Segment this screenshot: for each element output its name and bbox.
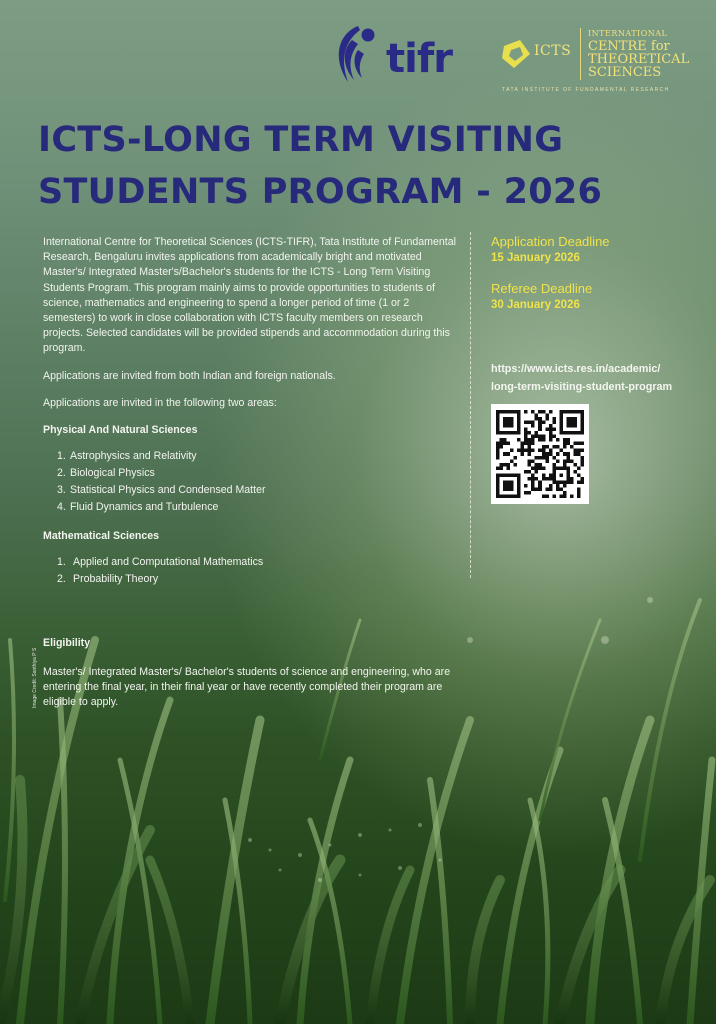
page-title [38,114,638,218]
qr-code-icon [496,409,584,499]
program-url[interactable] [491,360,672,396]
list-item-number: 1. [57,556,66,569]
icts-full-line3: THEORETICAL [588,52,690,67]
icts-full-line1: INTERNATIONAL [588,29,668,38]
physical-sciences-list [57,448,463,516]
image-credit: Image Credit: Santhiya P S [32,647,38,708]
page-title-line2: STUDENTS PROGRAM - 2026 [38,172,603,212]
application-deadline-label: Application Deadline [491,234,610,249]
list-item [57,465,463,482]
program-url-line1[interactable]: https://www.icts.res.in/academic/ [491,363,661,375]
program-url-line2[interactable]: long-term-visiting-student-program [491,381,673,393]
icts-logo-divider [580,28,581,80]
list-item-label: Applied and Computational Mathematics [73,556,264,569]
list-item [57,554,463,571]
referee-deadline-date: 30 January 2026 [491,299,580,311]
list-item-number: 2. [57,467,66,480]
mathematical-sciences-list [57,554,463,588]
referee-deadline-label: Referee Deadline [491,281,593,296]
icts-full-line2: CENTRE for [588,39,670,54]
icts-emblem-icon [500,38,532,70]
qr-code[interactable] [491,404,589,504]
tifr-swoosh-icon [330,22,382,86]
mathematical-sciences-heading: Mathematical Sciences [43,530,159,543]
physical-sciences-heading: Physical And Natural Sciences [43,424,198,437]
icts-full-name [588,27,689,79]
list-item-label: Fluid Dynamics and Turbulence [70,501,219,514]
list-item-number: 3. [57,484,66,497]
list-item [57,571,463,588]
list-item-label: Biological Physics [70,467,155,480]
eligibility-heading: Eligibility [43,637,91,649]
column-divider [470,232,471,578]
deadlines-panel [491,233,610,327]
list-item [57,448,463,465]
list-item-label: Statistical Physics and Condensed Matter [70,484,266,497]
list-item-number: 1. [57,450,66,463]
page-title-line1: ICTS-LONG TERM VISITING [38,120,564,160]
icts-full-line4: SCIENCES [588,65,662,80]
main-content [43,235,463,610]
list-item-label: Probability Theory [73,573,159,586]
tifr-logo-text: tifr [386,36,452,82]
eligibility-text: Master's/ Integrated Master's/ Bachelor's students of science and engineering, who are entering the final year, in their final year or have recently completed their program are eligible to apply. [43,666,451,709]
list-item-number: 4. [57,501,66,514]
applications-nationals-text: Applications are invited from both Indian and foreign nationals. [43,369,336,382]
application-deadline-date: 15 January 2026 [491,252,580,264]
tifr-logo [330,22,480,96]
icts-logo [500,26,700,100]
icts-tagline: TATA INSTITUTE OF FUNDAMENTAL RESEARCH [502,87,670,93]
list-item-label: Astrophysics and Relativity [70,450,197,463]
icts-abbr-text: ICTS [534,43,572,59]
intro-paragraph: International Centre for Theoretical Sciences (ICTS-TIFR), Tata Institute of Fundamental Research, Bengaluru invites applications from academically bright and motivated Master's/ Integrated Master's/Bachelor's students for the ICTS - Long Term Visiting Students Program. This program mainly aims to provide opportunities to students of science, mathematics and engineering to spend a longer period of time (1 or 2 semesters) to work in close collaboration with ICTS faculty members on research projects. Selected candidates will be provided stipends and accommodation during this program. [43,236,456,355]
list-item-number: 2. [57,573,66,586]
applications-areas-text: Applications are invited in the following two areas: [43,396,277,409]
list-item [57,499,463,516]
list-item [57,482,463,499]
